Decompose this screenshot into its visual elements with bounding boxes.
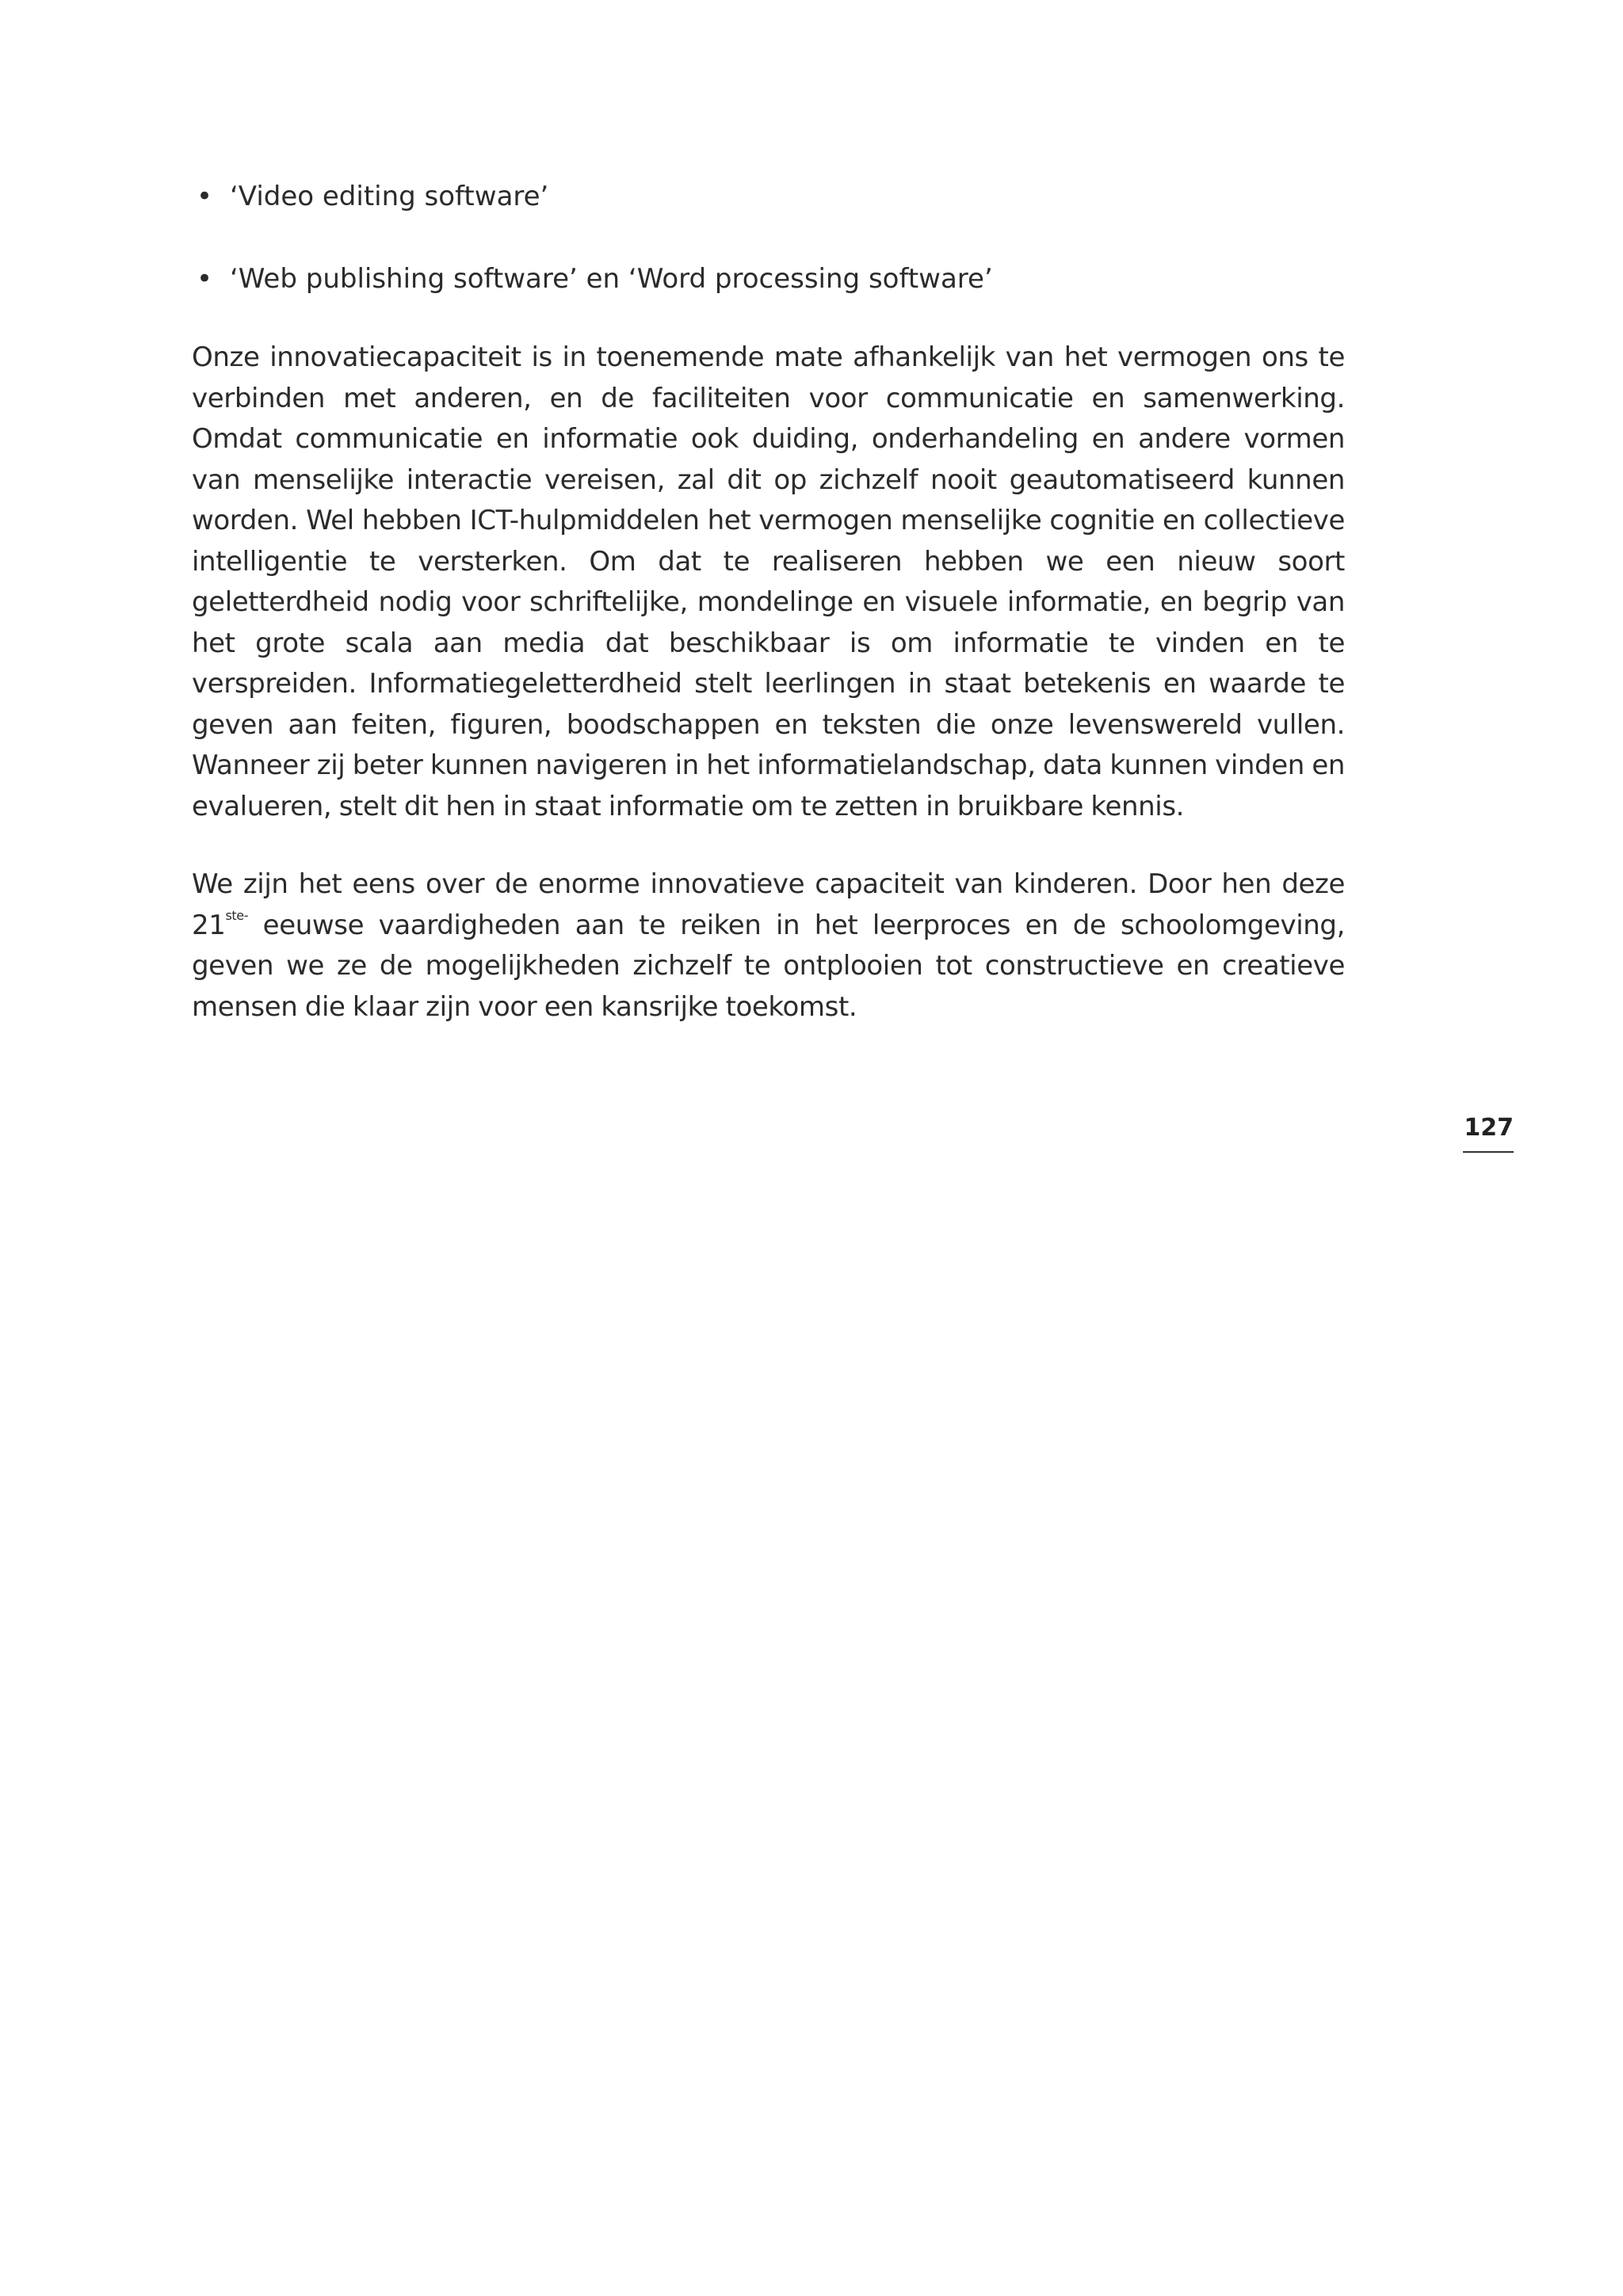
paragraph-text-start: We zijn het eens over de enorme innovatieve capaciteit van kinderen. Door hen deze 21 — [192, 868, 1345, 941]
paragraph-text-end: eeuwse vaardigheden aan te reiken in het leerproces en de schoolomgeving, geven we ze de mogelijkheden zichzelf te ontplooien tot constructieve en creatieve mensen die klaar zijn voor een kansrijke toekomst. — [192, 909, 1345, 1023]
bullet-icon: • — [197, 263, 213, 295]
page-content — [192, 173, 1345, 1028]
page-number-underline — [1463, 1151, 1514, 1153]
paragraph-21st-century-skills — [192, 864, 1345, 1028]
paragraph-innovation-capacity: Onze innovatiecapaciteit is in toenemende mate afhankelijk van het vermogen ons te verbinden met anderen, en de faciliteiten voor communicatie en samenwerking. Omdat communicatie en informatie ook duiding, onderhandeling en andere vormen van menselijke interactie vereisen, zal dit op zichzelf nooit geautomatiseerd kunnen worden. Wel hebben ICT-hulpmiddelen het vermogen menselijke cognitie en collectieve intelligentie te versterken. Om dat te realiseren hebben we een nieuw soort geletterdheid nodig voor schriftelijke, mondelinge en visuele informatie, en begrip van het grote scala aan media dat beschikbaar is om informatie te vinden en te verspreiden. Informatiegeletterdheid stelt leerlingen in staat betekenis en waarde te geven aan feiten, figuren, boodschappen en teksten die onze levenswereld vullen. Wanneer zij beter kunnen navigeren in het informatielandschap, data kunnen vinden en evalueren, stelt dit hen in staat informatie om te zetten in bruikbare kennis. — [192, 341, 1346, 822]
page-number: 127 — [1464, 1114, 1514, 1142]
bullet-icon: • — [197, 181, 213, 212]
bullet-item-web-publishing — [192, 255, 1345, 303]
bullet-item-video-editing — [192, 173, 1345, 220]
superscript-ste: ste- — [225, 907, 249, 923]
bullet-list — [192, 173, 1345, 303]
bullet-text: ‘Web publishing software’ en ‘Word processing software’ — [230, 263, 993, 295]
bullet-text: ‘Video editing software’ — [230, 181, 549, 212]
